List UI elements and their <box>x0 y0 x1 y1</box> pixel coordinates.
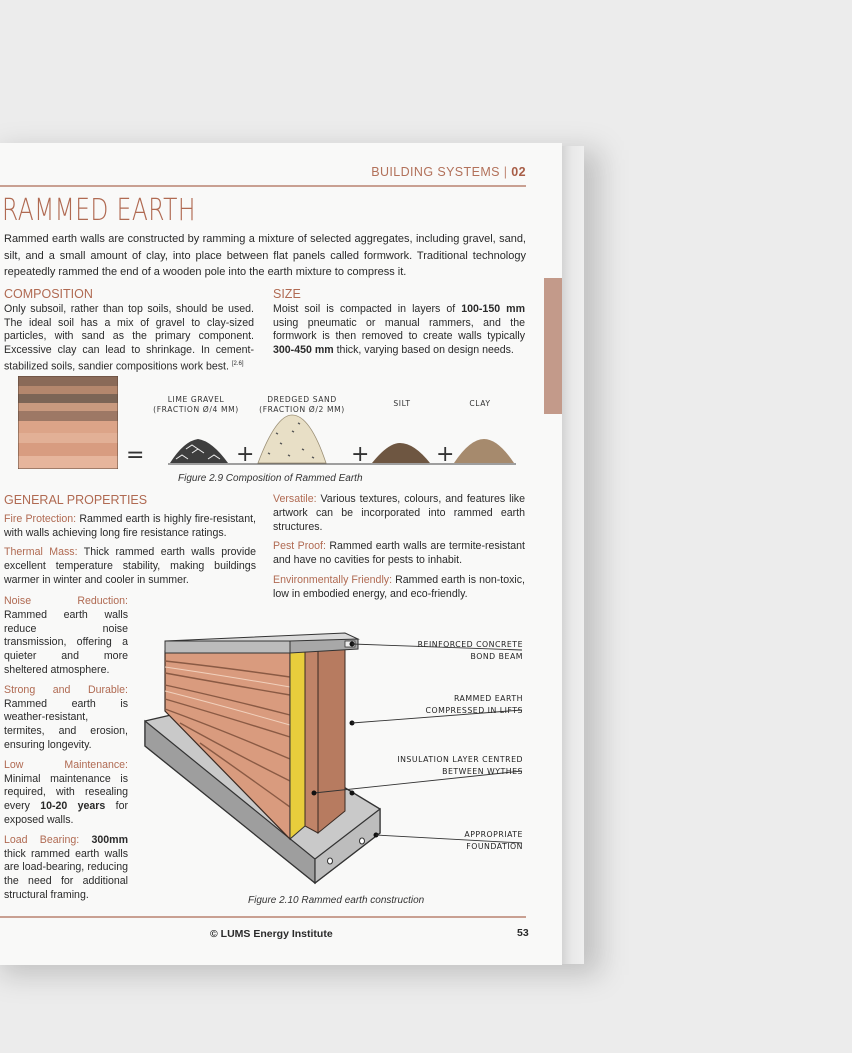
figure-2-10-caption: Figure 2.10 Rammed earth construction <box>248 895 425 906</box>
eco-friendly-text: Rammed earth is non-toxic, low in embodied energy, and eco-friendly. <box>273 573 525 600</box>
page-edge <box>562 146 584 964</box>
page-number: 53 <box>517 927 529 939</box>
general-properties-right <box>273 493 525 608</box>
composition-section <box>4 288 254 374</box>
callout-rammed-earth <box>360 693 523 717</box>
pest-proof-label: Pest Proof: <box>273 540 326 553</box>
pest-proof-item <box>273 540 525 568</box>
versatile-label: Versatile: <box>273 493 317 505</box>
equals-sign: = <box>126 443 145 468</box>
soil-sample-illustration <box>18 376 118 469</box>
thermal-mass-label: Thermal Mass: <box>4 546 78 559</box>
versatile-item <box>273 493 525 534</box>
load-bearing-label: Load Bearing: <box>4 833 80 846</box>
silt-pile-icon <box>372 443 430 463</box>
gravel-pile-icon <box>170 439 228 463</box>
composition-text: Only subsoil, rather than top soils, should be used. The ideal soil has a mix of gravel to clay-sized particles, with sand as the primary component. Excessive clay can lead to shrinkage. In cement-stabilized soils, sandier compositions work best. <box>4 302 254 373</box>
sand-pile-icon <box>258 415 326 463</box>
callout-insulation-line2: BETWEEN WYTHES <box>442 767 523 776</box>
material-piles <box>168 409 518 467</box>
callout-bond-beam-line2: BOND BEAM <box>470 652 523 661</box>
callout-bond-beam <box>360 639 523 663</box>
page-title: RAMMED EARTH <box>2 193 196 228</box>
callout-foundation <box>360 829 523 853</box>
header-chapter: 02 <box>511 165 526 179</box>
footer-credit: © LUMS Energy Institute <box>210 928 333 940</box>
low-maintenance-text-1: Minimal maintenance is required, with resealing every <box>4 772 128 813</box>
plus-sign-2: + <box>351 442 370 467</box>
strong-durable-item <box>4 684 128 753</box>
size-text-3: thick, varying based on design needs. <box>333 344 514 357</box>
fire-protection-text: Rammed earth is highly fire-resistant, with walls achieving long fire resistance ratings. <box>4 512 256 539</box>
thermal-mass-text: Thick rammed earth walls provide excellent temperature stability, making buildings warmer in winter and cooler in summer. <box>4 546 256 586</box>
header-section: BUILDING SYSTEMS <box>371 165 500 179</box>
callout-lines <box>310 638 530 848</box>
intro-paragraph: Rammed earth walls are constructed by ramming a mixture of selected aggregates, including gravel, sand, silt, and a small amount of clay, into place between flat panels called formwork. Traditional technology repeatedly rammed the end of a wooden pole into the earth mixture to compress it. <box>4 233 526 278</box>
callout-insulation <box>360 754 523 778</box>
footer-rule <box>0 916 526 918</box>
callout-insulation-line1: INSULATION LAYER CENTRED <box>397 755 523 764</box>
size-heading: SIZE <box>273 287 301 301</box>
figure-2-9-caption: Figure 2.9 Composition of Rammed Earth <box>178 473 363 484</box>
low-maintenance-text-2: for exposed walls. <box>4 800 128 826</box>
noise-reduction-label: Noise Reduction: <box>4 595 128 607</box>
material-label-clay: CLAY <box>469 399 491 408</box>
size-section <box>273 288 525 358</box>
size-text-2: using pneumatic or manual rammers, and the formwork is then removed to create walls typically <box>273 316 525 343</box>
fire-protection-label: Fire Protection: <box>4 512 77 525</box>
sand-detail: (FRACTION Ø/2 MM) <box>259 405 345 414</box>
plus-sign-3: + <box>436 442 455 467</box>
size-text-1: Moist soil is compacted in layers of <box>273 302 462 315</box>
composition-heading: COMPOSITION <box>4 287 93 301</box>
general-properties-narrow <box>4 595 128 909</box>
sand-name: DREDGED SAND <box>267 395 337 404</box>
strong-durable-label: Strong and Durable: <box>4 683 128 696</box>
callout-bond-beam-line1: REINFORCED CONCRETE <box>417 640 523 649</box>
eco-friendly-label: Environmentally Friendly: <box>273 573 393 586</box>
load-bearing-bold: 300mm <box>79 833 128 846</box>
noise-reduction-text: Rammed earth walls reduce noise transmission, offering a quieter and more sheltered atmosphere. <box>4 608 128 676</box>
callout-rammed-earth-line2: COMPRESSED IN LIFTS <box>425 706 523 715</box>
callout-rammed-earth-line1: RAMMED EARTH <box>453 694 523 703</box>
strong-durable-text: Rammed earth is weather-resistant, termites, and erosion, ensuring longevity. <box>4 697 128 751</box>
thermal-mass-item <box>4 546 256 587</box>
load-bearing-text: thick rammed earth walls are load-bearing, reducing the need for additional structural framing. <box>4 847 128 901</box>
size-bold-2: 300-450 mm <box>273 344 334 357</box>
header-rule <box>0 185 526 187</box>
running-header <box>371 165 526 179</box>
callout-foundation-line1: APPROPRIATE <box>464 830 523 839</box>
gravel-detail: (FRACTION Ø/4 MM) <box>153 405 239 414</box>
general-properties-left <box>4 494 256 594</box>
callout-foundation-line2: FOUNDATION <box>466 842 523 851</box>
versatile-text: Various textures, colours, and features like artwork can be incorporated into rammed earth structures. <box>273 493 525 533</box>
low-maintenance-label: Low Maintenance: <box>4 758 128 771</box>
plus-sign-1: + <box>236 442 255 467</box>
chapter-tab-marker <box>544 278 562 414</box>
low-maintenance-bold: 10-20 years <box>40 800 106 813</box>
header-separator: | <box>503 165 508 179</box>
material-label-silt: SILT <box>393 399 411 408</box>
fire-protection-item <box>4 513 256 541</box>
composition-ref: [2.6] <box>231 360 244 367</box>
size-bold-1: 100-150 mm <box>461 302 525 315</box>
eco-friendly-item <box>273 574 525 602</box>
pest-proof-text: Rammed earth walls are termite-resistant and have no cavities for pests to inhabit. <box>273 540 526 567</box>
book-page <box>0 143 562 965</box>
general-properties-heading: GENERAL PROPERTIES <box>4 493 148 507</box>
clay-pile-icon <box>454 439 514 463</box>
noise-reduction-item <box>4 595 128 678</box>
gravel-name: LIME GRAVEL <box>167 395 225 404</box>
load-bearing-item <box>4 834 128 903</box>
low-maintenance-item <box>4 759 128 828</box>
